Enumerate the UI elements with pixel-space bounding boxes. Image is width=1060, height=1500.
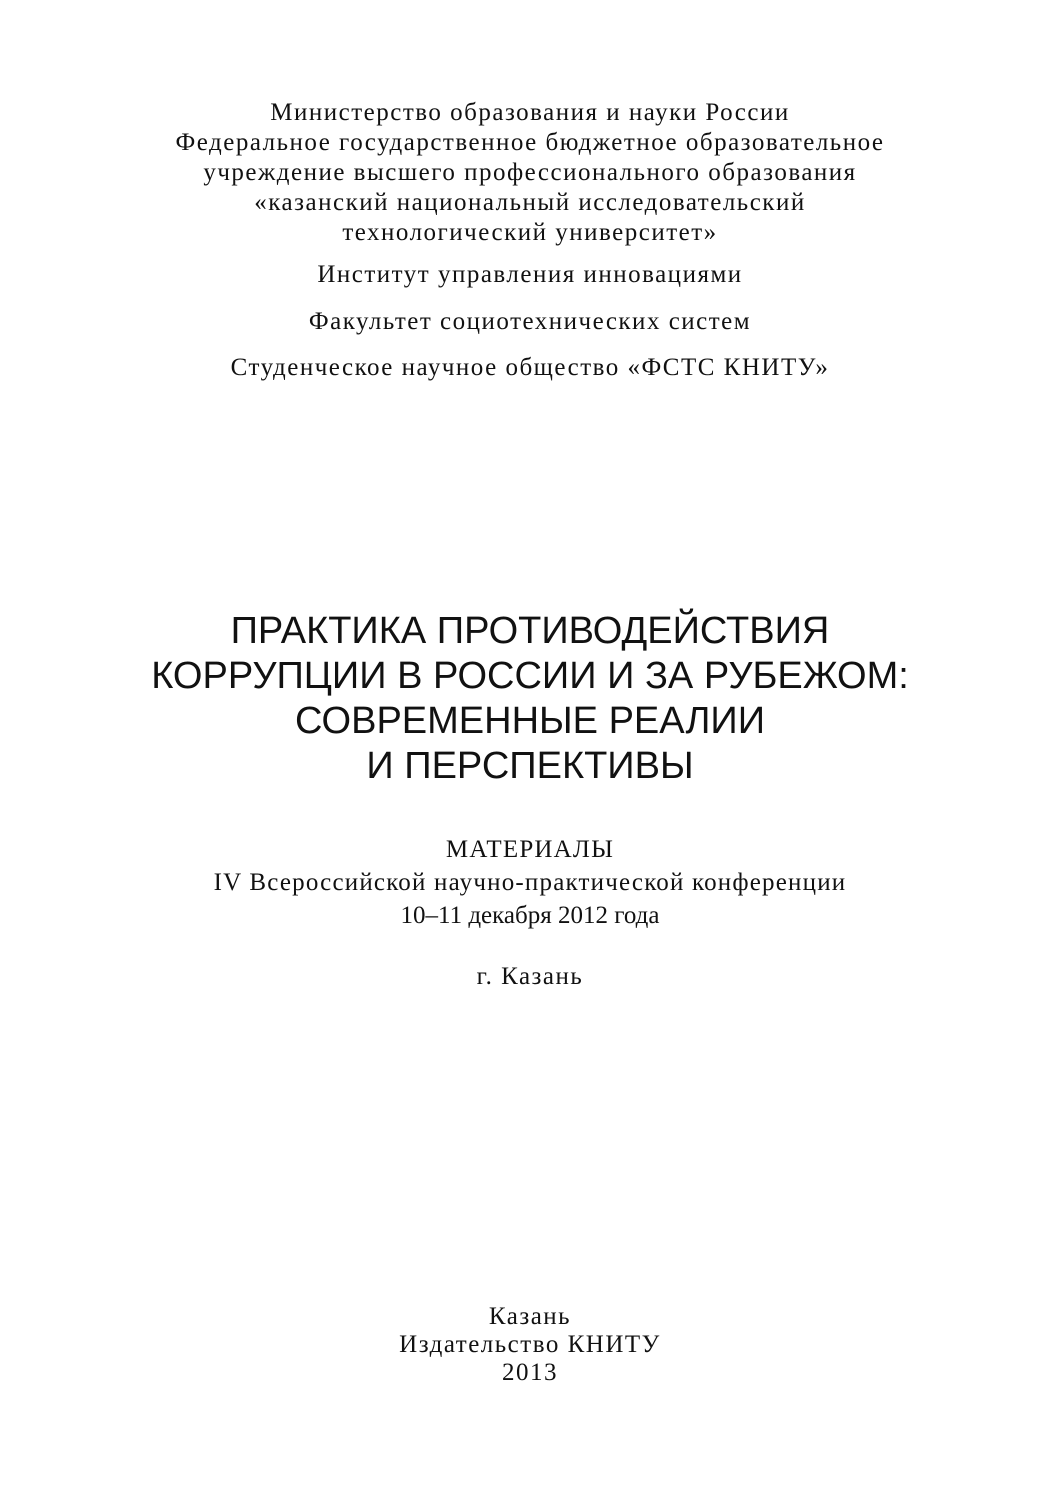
conference-info (0, 833, 1060, 932)
publisher-header (0, 98, 1060, 248)
student-society-name: Студенческое научное общество «ФСТС КНИТУ» (230, 354, 830, 381)
document-title (0, 609, 1060, 789)
imprint-year: 2013 (502, 1359, 558, 1386)
title-line-3: СОВРЕМЕННЫЕ РЕАЛИИ (294, 700, 766, 742)
institute-name: Институт управления инновациями (317, 261, 743, 288)
institution-type-line: Федеральное государственное бюджетное образовательное (175, 129, 885, 156)
university-name-line-2: технологический университет» (342, 219, 718, 246)
ministry-line: Министерство образования и науки России (270, 99, 790, 126)
title-line-1: ПРАКТИКА ПРОТИВОДЕЙСТВИЯ (230, 610, 830, 652)
conference-name: IV Всероссийской научно-практической конференции (213, 869, 847, 896)
faculty-name: Факультет социотехнических систем (308, 308, 752, 335)
materials-label: МАТЕРИАЛЫ (445, 836, 615, 863)
conference-venue: г. Казань (476, 963, 584, 990)
university-name-line-1: «казанский национальный исследовательский (254, 189, 806, 216)
title-line-2: КОРРУПЦИИ В РОССИИ И ЗА РУБЕЖОМ: (151, 655, 909, 697)
conference-dates: 10–11 декабря 2012 года (400, 902, 660, 929)
imprint-city: Казань (488, 1303, 572, 1330)
title-line-4: И ПЕРСПЕКТИВЫ (366, 745, 694, 787)
institution-level-line: учреждение высшего профессионального образования (203, 159, 857, 186)
imprint-publisher: Издательство КНИТУ (399, 1331, 661, 1358)
imprint (0, 1303, 1060, 1387)
